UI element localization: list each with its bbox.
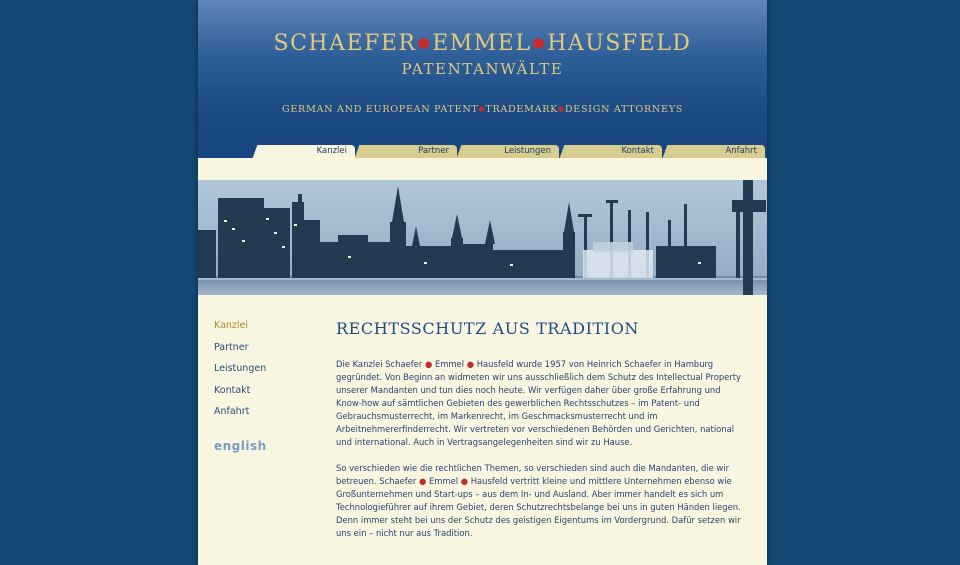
content-paragraph-1 [336, 358, 748, 449]
p1-text-start: Die Kanzlei Schaefer [336, 359, 423, 369]
sidebar-item-leistungen[interactable]: Leistungen [214, 363, 267, 374]
hamburg-skyline-banner [198, 180, 767, 295]
content-paragraph-2 [336, 462, 748, 540]
bullet-icon: ● [558, 105, 565, 113]
p2-text-start: So verschieden wie die rechtlichen Themen, so verschieden sind auch die Mandanten, die wir betreuen. Schaefer [336, 463, 730, 486]
firm-name-1: SCHAEFER [273, 31, 417, 56]
tab-kanzlei[interactable]: Kanzlei [258, 145, 355, 159]
page-container [198, 0, 767, 565]
tagline-part-2: TRADEMARK [485, 104, 559, 115]
sidebar-item-anfahrt[interactable]: Anfahrt [214, 406, 250, 417]
tagline [198, 104, 767, 115]
bullet-icon: ● [419, 476, 427, 486]
sidebar-item-kontakt[interactable]: Kontakt [214, 385, 251, 396]
firm-logo[interactable] [198, 31, 767, 56]
firm-name-2: EMMEL [432, 31, 532, 56]
tagline-part-3: DESIGN ATTORNEYS [564, 104, 683, 115]
p2-text-mid: Emmel [428, 476, 459, 486]
bullet-icon: ● [460, 476, 469, 486]
p2-text-end: Hausfeld vertritt kleine und mittlere Unternehmen ebenso wie Großunternehmen und Start-ups – aus dem In- und Ausland. Aber immer handelt es sich um Technologieführer auf ihrem Gebiet, deren Schutzrechtsbelange bei uns in guten Händen liegen. Denn immer steht bei uns der Schutz des geistigen Eigentums im Vordergrund. Dafür setzen wir uns ein – nicht nur aus Tradition. [336, 476, 741, 538]
bullet-icon: ● [478, 105, 486, 113]
tab-content-strip [198, 158, 767, 180]
tab-anfahrt[interactable]: Anfahrt [668, 145, 765, 158]
language-switch-english[interactable]: english [214, 439, 267, 453]
tab-partner[interactable]: Partner [360, 145, 457, 158]
tab-kontakt[interactable]: Kontakt [565, 145, 662, 158]
page-title: RECHTSSCHUTZ AUS TRADITION [336, 319, 640, 338]
bullet-icon: ● [532, 35, 547, 51]
sidebar-item-partner[interactable]: Partner [214, 342, 249, 353]
skyline-image [198, 180, 767, 295]
firm-name-3: HAUSFELD [547, 31, 692, 56]
firm-subtitle: PATENTANWÄLTE [401, 60, 564, 78]
p1-text-end: Hausfeld wurde 1957 von Heinrich Schaefer in Hamburg gegründet. Von Beginn an widmeten wir uns ausschließlich dem Schutz des Intellectual Property unserer Mandanten und tun dies noch heute. Wir verfügen daher über große Erfahrung und Know-how auf sämtlichen Gebieten des gewerblichen Rechtsschutzes – im Patent- und Gebrauchsmusterrecht, im Markenrecht, im Geschmacksmusterrecht und im Arbeitnehmererfinderrecht. Wir vertreten vor verschiedenen Behörden und Gerichten, national und international. Auch in Vertragsangelegenheiten sind wir zu Hause. [336, 359, 741, 447]
bullet-icon: ● [424, 359, 433, 369]
tab-leistungen[interactable]: Leistungen [462, 145, 559, 158]
p1-text-mid: Emmel [434, 359, 465, 369]
header [198, 0, 767, 158]
sidebar-item-kanzlei[interactable]: Kanzlei [214, 320, 249, 331]
bullet-icon: ● [417, 35, 432, 51]
bullet-icon: ● [466, 359, 475, 369]
tagline-part-1: GERMAN AND EUROPEAN PATENT [281, 104, 479, 115]
